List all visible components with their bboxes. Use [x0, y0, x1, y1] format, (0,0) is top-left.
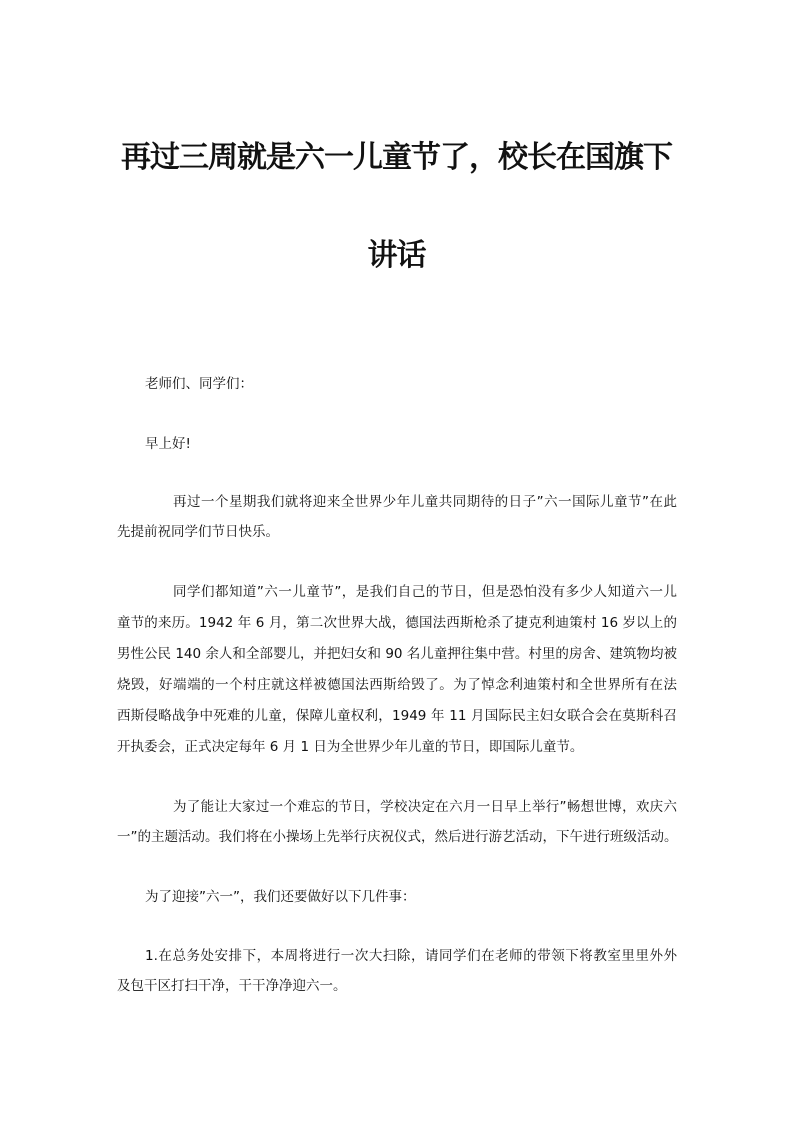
document-title-line-1: 再过三周就是六一儿童节了，校长在国旗下: [121, 140, 672, 175]
paragraph-line: 烧毁，好端端的一个村庄就这样被德国法西斯给毁了。为了悼念利迪策村和全世界所有在法: [117, 677, 677, 693]
document-title-line-2: 讲话: [367, 238, 426, 273]
paragraph-line: 为了能让大家过一个难忘的节日，学校决定在六月一日早上举行”畅想世博，欢庆六: [173, 799, 677, 815]
paragraph-line: 为了迎接”六一”，我们还要做好以下几件事：: [145, 889, 416, 905]
paragraph-line: 及包干区打扫干净，干干净净迎六一。: [117, 978, 347, 994]
paragraph-line: 开执委会，正式决定每年 6 月 1 日为全世界少年儿童的节日，即国际儿童节。: [117, 739, 584, 755]
paragraph-line: 先提前祝同学们节日快乐。: [117, 524, 279, 540]
paragraph-line: 再过一个星期我们就将迎来全世界少年儿童共同期待的日子”六一国际儿童节”在此: [173, 494, 677, 510]
paragraph-line: 男性公民 140 余人和全部婴儿，并把妇女和 90 名儿童押往集中营。村里的房舍、建筑物均被: [117, 646, 677, 662]
paragraph-line: 一”的主题活动。我们将在小操场上先举行庆祝仪式，然后进行游艺活动，下午进行班级活动。: [117, 829, 678, 845]
paragraph-line: 同学们都知道”六一儿童节”，是我们自己的节日，但是恐怕没有多少人知道六一儿: [173, 584, 677, 600]
paragraph-line: 1.在总务处安排下，本周将进行一次大扫除，请同学们在老师的带领下将教室里里外外: [145, 948, 677, 964]
paragraph-line: 童节的来历。1942 年 6 月，第二次世界大战，德国法西斯枪杀了捷克利迪策村 16 岁以上的: [117, 615, 677, 631]
salutation: 早上好!: [145, 436, 191, 452]
greeting: 老师们、同学们：: [145, 376, 253, 392]
paragraph-line: 西斯侵略战争中死难的儿童，保障儿童权利，1949 年 11 月国际民主妇女联合会在莫斯科召: [117, 708, 677, 724]
